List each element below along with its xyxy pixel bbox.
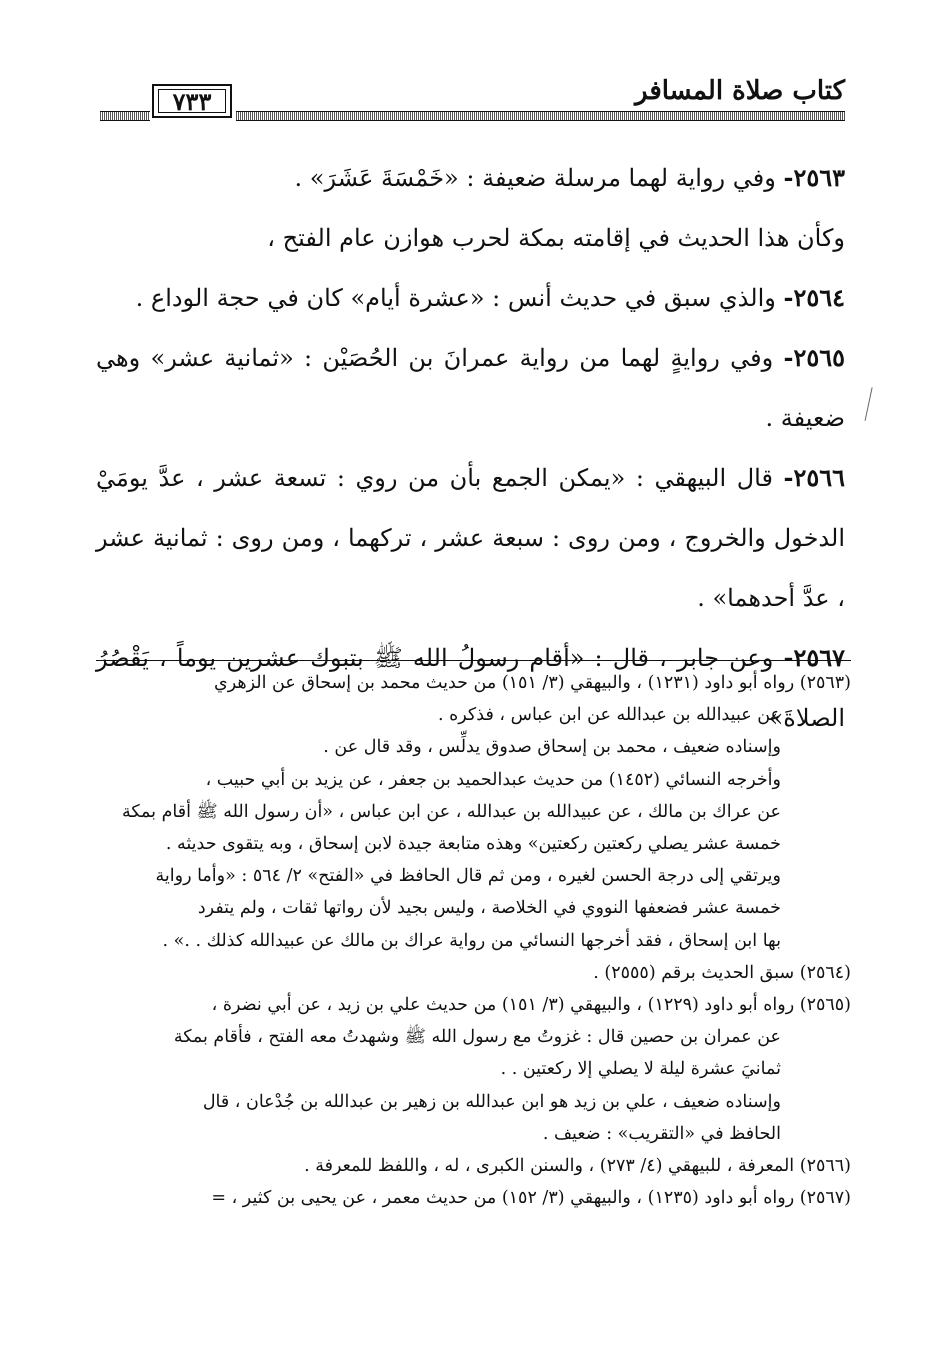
footnote-line: وأخرجه النسائي (١٤٥٢) من حديث عبدالحميد بن جعفر ، عن يزيد بن أبي حبيب ، [205,769,781,790]
paragraph-2563-continuation: وكأن هذا الحديث في إقامته بمكة لحرب هوازن عام الفتح ، [267,224,845,252]
footnote-line: الحافظ في «التقريب» : ضعيف . [542,1123,781,1144]
footnote-2563 [96,667,851,957]
footnote-line: عن عراك بن مالك ، عن عبيدالله بن عبدالله ، عن ابن عباس ، «أن رسول الله ﷺ أقام بمكة [121,801,781,822]
paragraph-2564 [96,268,845,328]
paragraph-number: ٢٥٦٤- [783,283,845,312]
footnote-line: (٢٥٦٣) رواه أبو داود (١٢٣١) ، والبيهقي (٣/ ١٥١) من حديث محمد بن إسحاق عن الزهري [214,673,851,693]
paragraph-text: قال البيهقي : «يمكن الجمع بأن من روي : تسعة عشر ، عدَّ يومَيْ الدخول والخروج ، ومن روى : سبعة عشر ، تركهما ، ومن روى : ثمانية عشر ، عدَّ أحدهما» . [96,464,845,612]
footnote-line: خمسة عشر يصلي ركعتين ركعتين» وهذه متابعة جيدة لابن إسحاق ، وبه يتقوى حديثه . [165,834,781,855]
footnotes [96,660,851,1214]
margin-mark [865,387,881,422]
main-text [96,148,845,748]
footnote-line: وإسناده ضعيف ، محمد بن إسحاق صدوق يدلِّس ، وقد قال عن . [323,737,781,758]
page-number: ٧٣٣ [152,84,232,118]
book-title: كتاب صلاة المسافر [634,76,845,106]
footnote-line: بها ابن إسحاق ، فقد أخرجها النسائي من رواية عراك بن مالك عن عبيدالله كذلك . .» . [162,930,781,951]
paragraph-text: وعن جابر ، قال : «أقام رسولُ الله ﷺ بتبوك عشرين يوماً ، يَقْصُرُ الصلاةَ» [96,644,845,732]
paragraph-text: وفي روايةٍ لهما من رواية عمرانَ بن الحُصَيْن : «ثمانية عشر» وهي ضعيفة . [96,344,845,432]
page-header [100,70,845,126]
footnote-2564 [96,957,851,989]
footnote-line: (٢٥٦٤) سبق الحديث برقم (٢٥٥٥) . [593,962,851,983]
paragraph-number: ٢٥٦٦- [783,463,845,492]
footnote-line: عن عبيدالله بن عبدالله عن ابن عباس ، فذكره . [437,705,781,726]
footnote-line: ويرتقي إلى درجة الحسن لغيره ، ومن ثم قال الحافظ في «الفتح» ٢/ ٥٦٤ : «وأما رواية [155,866,781,887]
paragraph-2566 [96,448,845,628]
paragraph-text: والذي سبق في حديث أنس : «عشرة أيام» كان في حجة الوداع . [135,284,784,312]
footnote-line: (٢٥٦٦) المعرفة ، للبيهقي (٤/ ٢٧٣) ، والسنن الكبرى ، له ، واللفظ للمعرفة . [304,1156,851,1177]
footnote-line: (٢٥٦٧) رواه أبو داود (١٢٣٥) ، والبيهقي (٣/ ١٥٢) من حديث معمر ، عن يحيى بن كثير ، = [211,1188,851,1209]
footnote-line: (٢٥٦٥) رواه أبو داود (١٢٢٩) ، والبيهقي (٣/ ١٥١) من حديث علي بن زيد ، عن أبي نضرة ، [211,995,851,1016]
footnote-2567 [96,1182,851,1214]
paragraph-2565 [96,328,845,448]
paragraph-2563 [96,148,845,208]
footnote-line: وإسناده ضعيف ، علي بن زيد هو ابن عبدالله بن زهير بن عبدالله بن جُدْعان ، قال [202,1091,781,1112]
footnote-line: خمسة عشر فضعفها النووي في الخلاصة ، وليس بجيد لأن رواتها ثقات ، ولم يتفرد [197,898,781,919]
paragraph-number: ٢٥٦٥- [783,343,845,372]
footnote-2566 [96,1150,851,1182]
footnote-2565 [96,989,851,1150]
paragraph-text: وفي رواية لهما مرسلة ضعيفة : «خَمْسَةَ عَشَرَ» . [294,164,784,192]
footnote-line: ثمانيَ عشرة ليلة لا يصلي إلا ركعتين . . [500,1059,781,1080]
paragraph-number: ٢٥٦٣- [783,163,845,192]
footnote-line: عن عمران بن حصين قال : غزوتُ مع رسول الله ﷺ وشهدتُ معه الفتح ، فأقام بمكة [173,1027,781,1048]
paragraph-number: ٢٥٦٧- [783,643,845,672]
